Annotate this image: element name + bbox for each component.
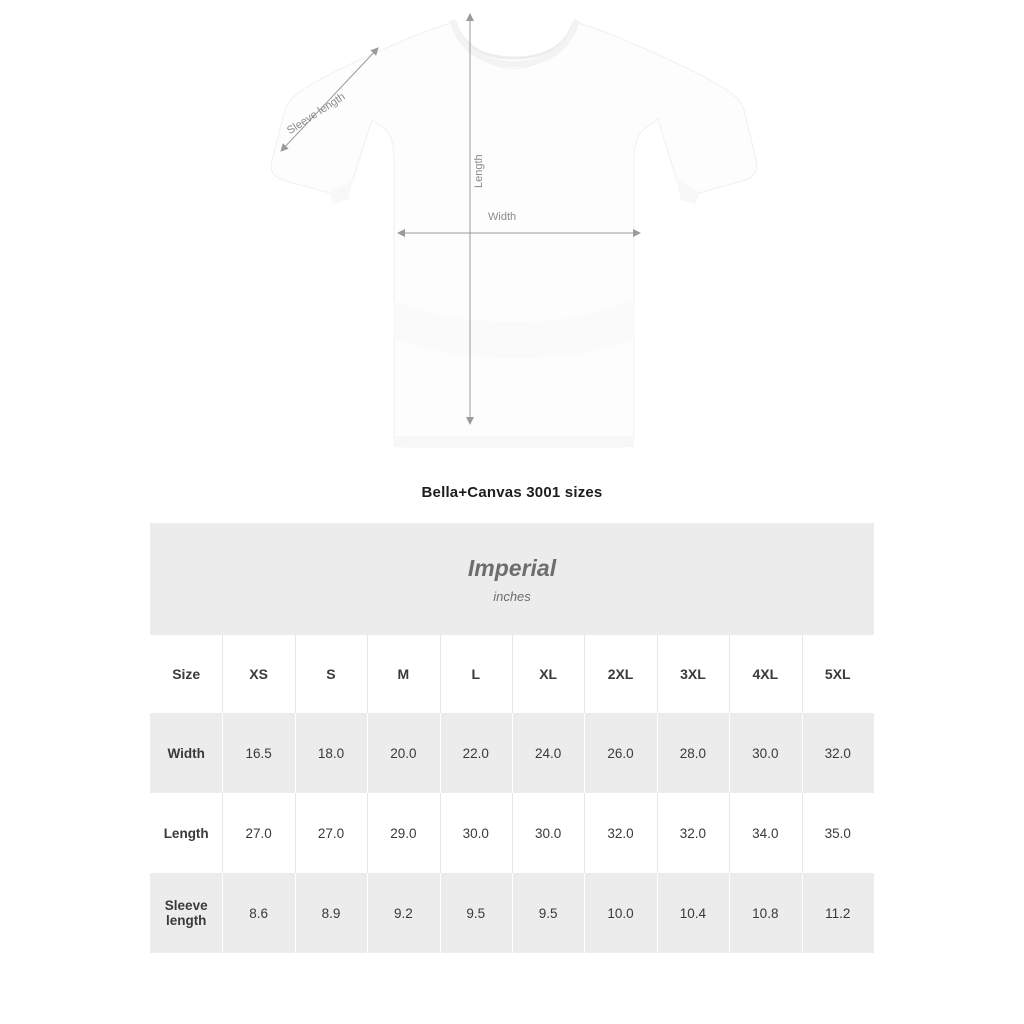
cell-width-m: 20.0 — [367, 713, 439, 793]
cell-width-xs: 16.5 — [222, 713, 294, 793]
cell-length-m: 29.0 — [367, 793, 439, 873]
row-label-length: Length — [150, 793, 222, 873]
unit-header-row — [150, 523, 874, 635]
cell-length-xs: 27.0 — [222, 793, 294, 873]
cell-sleeve-xl: 9.5 — [512, 873, 584, 953]
cell-width-xl: 24.0 — [512, 713, 584, 793]
table-header-row — [150, 635, 874, 713]
cell-length-5xl: 35.0 — [802, 793, 874, 873]
cell-sleeve-3xl: 10.4 — [657, 873, 729, 953]
cell-width-s: 18.0 — [295, 713, 367, 793]
column-header-size: Size — [150, 635, 222, 713]
column-header-m: M — [367, 635, 439, 713]
unit-measure-label: inches — [493, 589, 531, 605]
cell-length-l: 30.0 — [440, 793, 512, 873]
column-header-3xl: 3XL — [657, 635, 729, 713]
cell-width-3xl: 28.0 — [657, 713, 729, 793]
cell-length-xl: 30.0 — [512, 793, 584, 873]
column-header-s: S — [295, 635, 367, 713]
table-row — [150, 873, 874, 953]
cell-length-2xl: 32.0 — [584, 793, 656, 873]
cell-sleeve-s: 8.9 — [295, 873, 367, 953]
cell-length-3xl: 32.0 — [657, 793, 729, 873]
column-header-5xl: 5XL — [802, 635, 874, 713]
size-chart-table-wrapper — [150, 523, 874, 953]
column-header-2xl: 2XL — [584, 635, 656, 713]
cell-sleeve-l: 9.5 — [440, 873, 512, 953]
cell-sleeve-2xl: 10.0 — [584, 873, 656, 953]
column-header-l: L — [440, 635, 512, 713]
column-header-xl: XL — [512, 635, 584, 713]
row-label-sleeve-length: Sleeve length — [150, 873, 222, 953]
cell-sleeve-4xl: 10.8 — [729, 873, 801, 953]
size-chart-table — [150, 523, 874, 953]
cell-sleeve-xs: 8.6 — [222, 873, 294, 953]
unit-header-cell — [150, 523, 874, 635]
cell-width-2xl: 26.0 — [584, 713, 656, 793]
tshirt-measurement-illustration — [0, 0, 1024, 470]
table-row — [150, 713, 874, 793]
row-label-width: Width — [150, 713, 222, 793]
width-label: Width — [488, 211, 517, 223]
cell-sleeve-5xl: 11.2 — [802, 873, 874, 953]
cell-width-l: 22.0 — [440, 713, 512, 793]
tshirt-graphic — [0, 0, 1024, 470]
cell-length-s: 27.0 — [295, 793, 367, 873]
column-header-4xl: 4XL — [729, 635, 801, 713]
column-header-xs: XS — [222, 635, 294, 713]
chart-title: Bella+Canvas 3001 sizes — [421, 484, 603, 501]
unit-system-label: Imperial — [467, 554, 557, 581]
cell-width-5xl: 32.0 — [802, 713, 874, 793]
sleeve-length-label: Sleeve length — [285, 90, 348, 138]
length-label: Length — [473, 154, 485, 188]
cell-length-4xl: 34.0 — [729, 793, 801, 873]
cell-sleeve-m: 9.2 — [367, 873, 439, 953]
cell-width-4xl: 30.0 — [729, 713, 801, 793]
table-row — [150, 793, 874, 873]
